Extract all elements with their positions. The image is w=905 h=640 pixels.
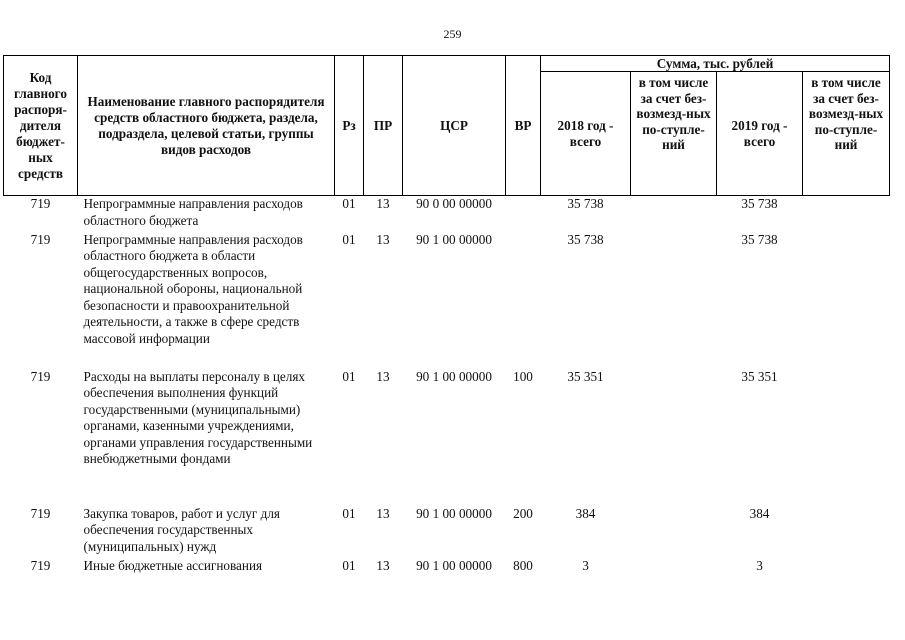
table-row [4, 196, 890, 232]
cell-2019-gratuitous [803, 232, 890, 369]
cell-2018-total: 384 [575, 505, 596, 521]
table-row [4, 369, 890, 506]
cell-pr: 13 [376, 368, 390, 384]
header-2019-total: 2019 год - всего [717, 72, 803, 196]
cell-pr: 13 [376, 231, 390, 247]
cell-pr: 13 [376, 505, 390, 521]
cell-rz: 01 [342, 368, 356, 384]
cell-name: Непрограммные направления расходов областного бюджета [83, 196, 303, 228]
cell-2019-total: 35 351 [741, 368, 778, 384]
cell-2019-gratuitous [803, 369, 890, 506]
cell-code: 719 [30, 505, 51, 521]
cell-name: Закупка товаров, работ и услуг для обеспечения государственных (муниципальных) нужд [83, 505, 280, 554]
cell-2018-gratuitous [631, 558, 717, 576]
cell-2019-total: 384 [749, 505, 770, 521]
cell-csr: 90 1 00 00000 [416, 368, 492, 384]
header-sum: Сумма, тыс. рублей [541, 56, 890, 72]
table-body [4, 196, 890, 576]
cell-2019-gratuitous [803, 506, 890, 558]
cell-2018-gratuitous [631, 232, 717, 369]
header-rz: Рз [335, 56, 364, 196]
cell-vr [506, 232, 541, 369]
cell-code: 719 [30, 231, 51, 247]
cell-name: Иные бюджетные ассигнования [83, 557, 263, 573]
cell-pr: 13 [376, 557, 390, 573]
header-code: Код главного распоря-дителя бюджет-ных средств [4, 56, 78, 196]
cell-code: 719 [30, 196, 51, 211]
cell-csr: 90 1 00 00000 [416, 557, 492, 573]
cell-2018-total: 3 [582, 557, 589, 573]
header-csr: ЦСР [403, 56, 506, 196]
cell-rz: 01 [342, 196, 356, 211]
page-number: 259 [443, 27, 462, 41]
cell-vr: 100 [513, 368, 533, 384]
cell-name: Непрограммные направления расходов областного бюджета в области общегосударственных вопросов, национальной обороны, национальной безопасности и правоохранительной деятельности, а также в сфере средств массовой информации [83, 231, 303, 347]
cell-2018-gratuitous [631, 196, 717, 232]
cell-vr: 200 [513, 505, 533, 521]
table-header [4, 56, 890, 196]
cell-2018-total: 35 738 [567, 196, 604, 211]
cell-2019-gratuitous [803, 558, 890, 576]
cell-2018-gratuitous [631, 506, 717, 558]
cell-vr: 800 [513, 557, 533, 573]
budget-table [3, 55, 890, 576]
header-2018-gratuitous: в том числе за счет без-возмезд-ных по-ступле-ний [631, 72, 717, 196]
cell-csr: 90 1 00 00000 [416, 505, 492, 521]
header-2019-gratuitous: в том числе за счет без-возмезд-ных по-ступле-ний [803, 72, 890, 196]
cell-2019-total: 35 738 [741, 231, 778, 247]
cell-2019-gratuitous [803, 196, 890, 232]
cell-2019-total: 35 738 [741, 196, 778, 211]
header-pr: ПР [364, 56, 403, 196]
table-row [4, 506, 890, 558]
cell-2018-gratuitous [631, 369, 717, 506]
cell-pr: 13 [376, 196, 390, 211]
cell-code: 719 [30, 368, 51, 384]
cell-csr: 90 1 00 00000 [416, 231, 492, 247]
cell-vr [506, 196, 541, 232]
table-row [4, 558, 890, 576]
cell-code: 719 [30, 557, 51, 573]
cell-2019-total: 3 [756, 557, 763, 573]
cell-name: Расходы на выплаты персоналу в целях обеспечения выполнения функций государственными (муниципальными) органами, казенными учреждениями, органами управления государственными внебюджетными фондами [83, 368, 313, 467]
cell-2018-total: 35 738 [567, 231, 604, 247]
cell-rz: 01 [342, 231, 356, 247]
cell-csr: 90 0 00 00000 [416, 196, 492, 211]
cell-rz: 01 [342, 505, 356, 521]
header-2018-total: 2018 год - всего [541, 72, 631, 196]
cell-2018-total: 35 351 [567, 368, 604, 384]
header-vr: ВР [506, 56, 541, 196]
table-row [4, 232, 890, 369]
header-name: Наименование главного распорядителя средств областного бюджета, раздела, подраздела, целевой статьи, группы видов расходов [78, 56, 335, 196]
cell-rz: 01 [342, 557, 356, 573]
